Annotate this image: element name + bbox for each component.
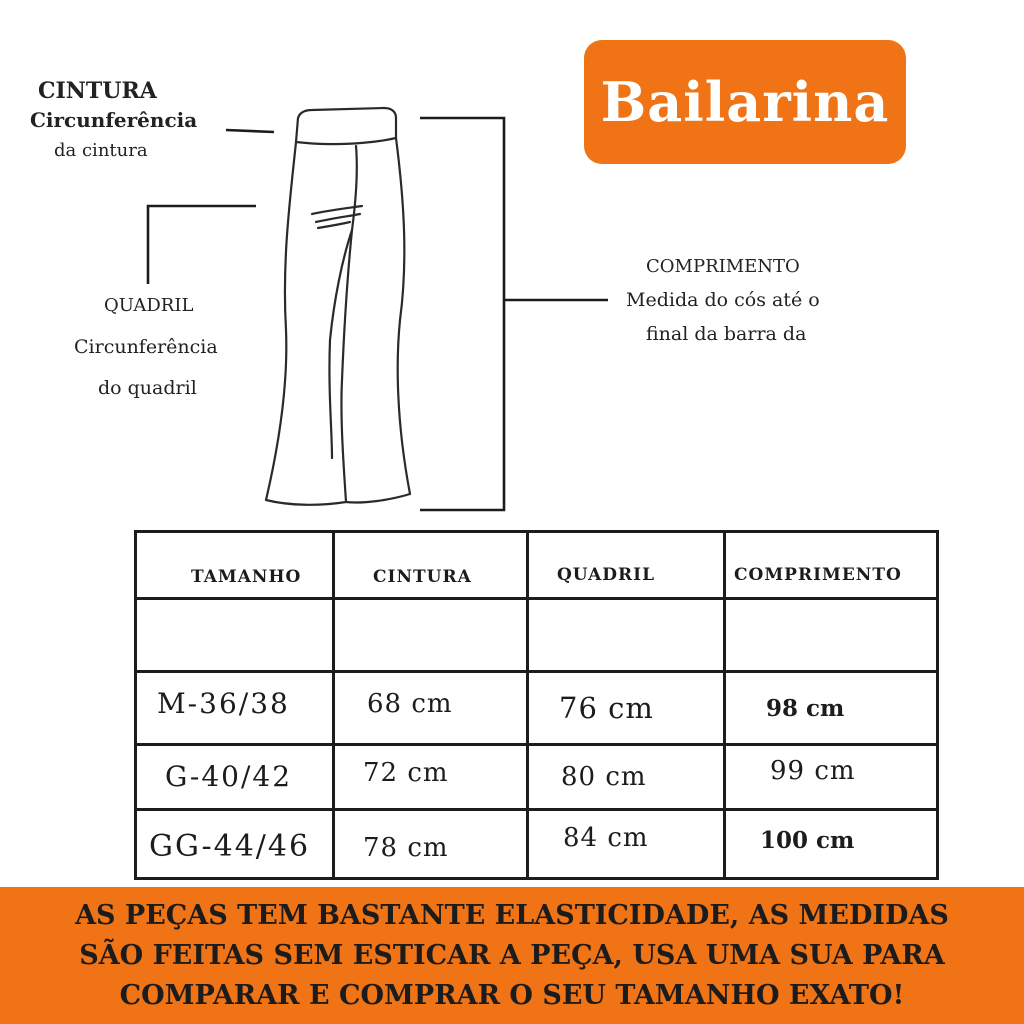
hip-label-line1: Circunferência <box>74 336 218 358</box>
footer-line-3: COMPARAR E COMPRAR O SEU TAMANHO EXATO! <box>119 979 905 1011</box>
table-cell <box>725 810 938 879</box>
header-hip: QUADRIL <box>557 565 656 585</box>
table-cell <box>334 672 528 745</box>
table-header-row <box>136 532 938 599</box>
table-cell <box>136 810 334 879</box>
length-label-line1: Medida do cós até o <box>626 289 820 311</box>
table-cell <box>136 672 334 745</box>
length-value: 99 cm <box>770 756 856 786</box>
pants-waistband <box>296 108 396 144</box>
size-table <box>134 530 939 880</box>
hip-label-title: QUADRIL <box>104 295 194 316</box>
table-cell <box>528 745 725 810</box>
hip-label-line2: do quadril <box>98 377 197 399</box>
header-length: COMPRIMENTO <box>734 565 902 585</box>
table-cell <box>334 810 528 879</box>
waist-label-line1: Circunferência <box>30 108 198 132</box>
waist-label-title: CINTURA <box>38 78 157 104</box>
pants-left-outline <box>266 142 346 505</box>
table-row <box>136 672 938 745</box>
header-cell <box>136 532 334 599</box>
table-cell <box>136 745 334 810</box>
size-value: GG-44/46 <box>149 829 311 864</box>
length-value: 100 cm <box>760 827 855 854</box>
hip-value: 76 cm <box>559 691 654 725</box>
size-value: M-36/38 <box>157 687 290 720</box>
table-cell <box>334 745 528 810</box>
table-empty-row <box>136 599 938 672</box>
brand-name: Bailarina <box>600 70 890 134</box>
waist-value: 78 cm <box>363 833 449 863</box>
length-bracket <box>420 118 504 510</box>
hip-pointer-line <box>148 206 256 284</box>
hip-value: 80 cm <box>561 762 647 792</box>
footer-line-2: SÃO FEITAS SEM ESTICAR A PEÇA, USA UMA SUA PARA <box>79 939 945 971</box>
length-label-title: COMPRIMENTO <box>646 256 800 277</box>
header-waist: CINTURA <box>373 567 472 587</box>
table-cell <box>725 745 938 810</box>
header-size: TAMANHO <box>191 567 302 587</box>
footer-line-1: AS PEÇAS TEM BASTANTE ELASTICIDADE, AS MEDIDAS <box>75 899 949 931</box>
length-value: 98 cm <box>766 695 845 722</box>
table-cell <box>528 672 725 745</box>
size-value: G-40/42 <box>165 760 293 793</box>
length-label-line2: final da barra da <box>646 323 807 345</box>
hip-value: 84 cm <box>563 823 649 853</box>
table-row <box>136 810 938 879</box>
header-cell <box>725 532 938 599</box>
waist-label-line2: da cintura <box>54 140 148 161</box>
waist-value: 72 cm <box>363 758 449 788</box>
waist-value: 68 cm <box>367 689 453 719</box>
header-cell <box>528 532 725 599</box>
header-cell <box>334 532 528 599</box>
table-row <box>136 745 938 810</box>
table-cell <box>528 810 725 879</box>
table-cell <box>725 672 938 745</box>
waist-pointer-line <box>226 130 274 132</box>
footer-banner <box>0 887 1024 1024</box>
